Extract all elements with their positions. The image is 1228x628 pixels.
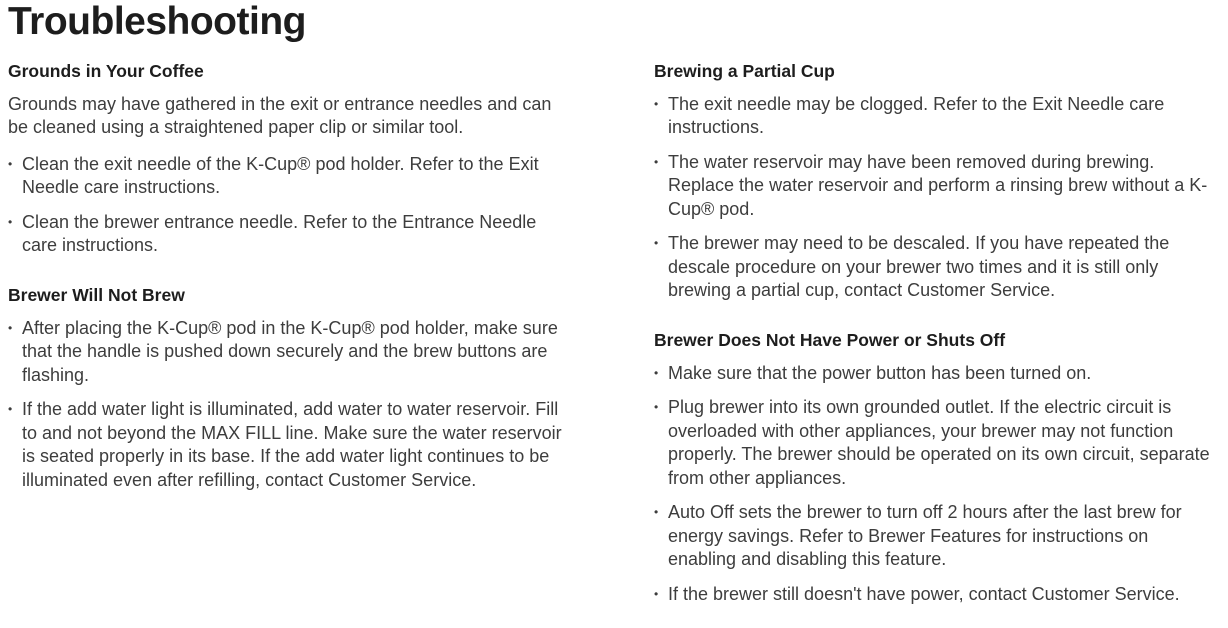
bullet-list — [8, 153, 570, 258]
bullet-item — [8, 211, 570, 258]
section-intro-text: Grounds may have gathered in the exit or entrance needles and can be cleaned using a straightened paper clip or similar tool. — [8, 93, 552, 138]
section-grounds-in-your-coffee — [8, 60, 570, 258]
bullet-text: Clean the exit needle of the K-Cup® pod holder. Refer to the Exit Needle care instructions. — [22, 153, 539, 198]
bullet-list — [654, 93, 1216, 303]
bullet-text: If the add water light is illuminated, add water to water reservoir. Fill to and not beyond the MAX FILL line. Make sure the water reservoir is seated properly in its base. If the add water light continues to be illuminated even after refilling, contact Customer Service. — [22, 399, 562, 490]
bullet-item — [8, 398, 570, 492]
bullet-item — [654, 501, 1216, 572]
section-heading: Brewer Does Not Have Power or Shuts Off — [654, 329, 1006, 350]
bullet-item — [654, 362, 1216, 386]
section-heading: Brewing a Partial Cup — [654, 60, 835, 81]
bullet-icon: • — [8, 402, 13, 417]
bullet-text: Make sure that the power button has been turned on. — [668, 362, 1092, 383]
two-column-layout — [8, 60, 1216, 607]
bullet-icon: • — [654, 365, 659, 380]
bullet-text: The water reservoir may have been removed during brewing. Replace the water reservoir and perform a rinsing brew without a K-Cup® pod. — [668, 151, 1208, 219]
bullet-text: Clean the brewer entrance needle. Refer to the Entrance Needle care instructions. — [22, 211, 537, 256]
bullet-icon: • — [654, 505, 659, 520]
bullet-text: The brewer may need to be descaled. If you have repeated the descale procedure on your brewer two times and it is still only brewing a partial cup, contact Customer Service. — [668, 233, 1170, 301]
bullet-icon: • — [654, 236, 659, 251]
bullet-item — [654, 583, 1216, 607]
bullet-list — [8, 317, 570, 493]
bullet-item — [8, 153, 570, 200]
bullet-list — [654, 362, 1216, 607]
bullet-text: After placing the K-Cup® pod in the K-Cup® pod holder, make sure that the handle is pushed down securely and the brew buttons are flashing. — [22, 317, 558, 385]
section-brewing-a-partial-cup — [654, 60, 1216, 303]
bullet-item — [8, 317, 570, 388]
bullet-icon: • — [654, 586, 659, 601]
bullet-item — [654, 396, 1216, 490]
section-brewer-will-not-brew — [8, 284, 570, 493]
right-column — [654, 60, 1216, 607]
section-heading: Brewer Will Not Brew — [8, 284, 185, 305]
bullet-text: The exit needle may be clogged. Refer to the Exit Needle care instructions. — [668, 93, 1165, 138]
bullet-text: If the brewer still doesn't have power, contact Customer Service. — [668, 583, 1180, 604]
bullet-item — [654, 232, 1216, 303]
bullet-icon: • — [654, 400, 659, 415]
bullet-icon: • — [654, 96, 659, 111]
bullet-text: Plug brewer into its own grounded outlet. If the electric circuit is overloaded with other appliances, your brewer may not function properly. The brewer should be operated on its own circuit, separate from other appliances. — [668, 397, 1210, 488]
bullet-icon: • — [8, 320, 13, 335]
bullet-icon: • — [8, 156, 13, 171]
bullet-icon: • — [8, 214, 13, 229]
section-brewer-does-not-have-power-or-shuts-off — [654, 329, 1216, 607]
bullet-icon: • — [654, 154, 659, 169]
section-heading: Grounds in Your Coffee — [8, 60, 204, 81]
left-column — [8, 60, 570, 493]
bullet-text: Auto Off sets the brewer to turn off 2 hours after the last brew for energy savings. Refer to Brewer Features for instructions on enabling and disabling this feature. — [668, 502, 1182, 570]
page-title: Troubleshooting — [8, 0, 306, 43]
bullet-item — [654, 151, 1216, 222]
bullet-item — [654, 93, 1216, 140]
